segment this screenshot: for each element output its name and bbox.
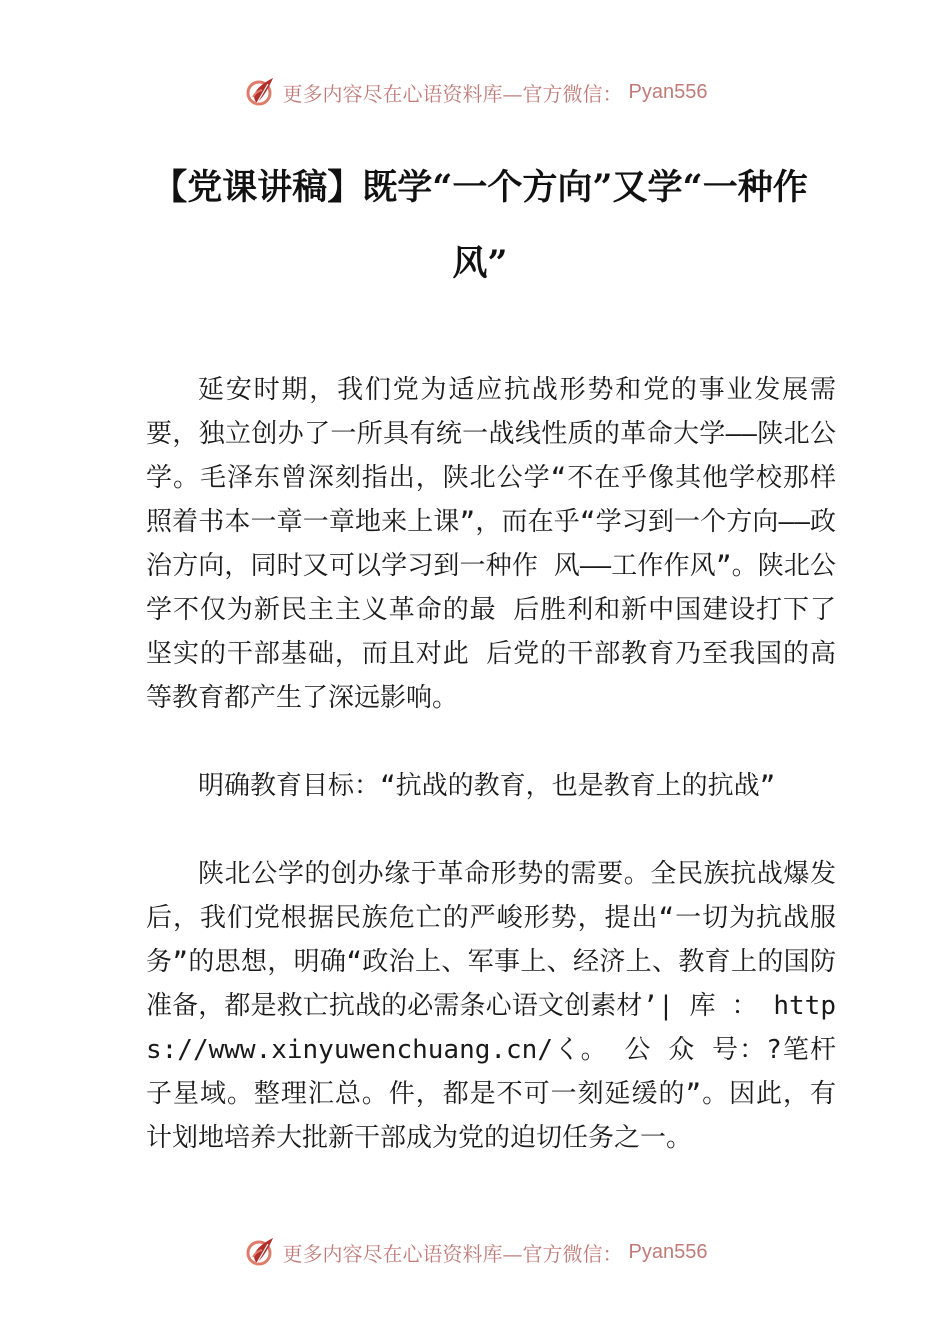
footer-banner-wechat-id: Pyan556 (628, 1240, 708, 1263)
footer-banner[interactable] (0, 1232, 950, 1272)
quill-pen-logo-icon (243, 75, 277, 109)
header-banner-wechat-id: Pyan556 (628, 80, 708, 103)
footer-banner-text: 更多内容尽在心语资料库—官方微信： (282, 1241, 623, 1266)
section-heading: 明确教育目标：“抗战的教育，也是教育上的抗战” (198, 771, 776, 801)
quill-pen-logo-icon (243, 1235, 277, 1269)
document-body (146, 368, 836, 1160)
document-title: 【党课讲稿】既学“一个方向”又学“一种作风” (152, 167, 808, 284)
body-paragraph-1: 延安时期，我们党为适应抗战形势和党的事业发展需要，独立创办了一所具有统一战线性质的革命大学——陕北公学。毛泽东曾深刻指出，陕北公学“不在乎像其他学校那样照着书本一章一章地来上课”，而在乎“学习到一个方向——政治方向，同时又可以学习到一种作 风——工作作风”。陕北公学不仅为新民主主义革命的最 后胜利和新中国建设打下了坚实的干部基础，而且对此 后党的干部教育乃至我国的高等教育都产生了深远影响。 (146, 375, 836, 713)
header-banner[interactable] (0, 72, 950, 112)
header-banner-text: 更多内容尽在心语资料库—官方微信： (282, 81, 623, 106)
body-paragraph-2: 陕北公学的创办缘于革命形势的需要。全民族抗战爆发后，我们党根据民族危亡的严峻形势，提出“一切为抗战服务”的思想，明确“政治上、军事上、经济上、教育上的国防准备，都是救亡抗战的必需条心语文创素材’| 库 ： https://www.xinyuwenchuang.cn/く。 公 众 号：?笔杆子星域。整理汇总。件，都是不可一刻延缓的”。因此，有计划地培养大批新干部成为党的迫切任务之一。 (146, 859, 836, 1153)
